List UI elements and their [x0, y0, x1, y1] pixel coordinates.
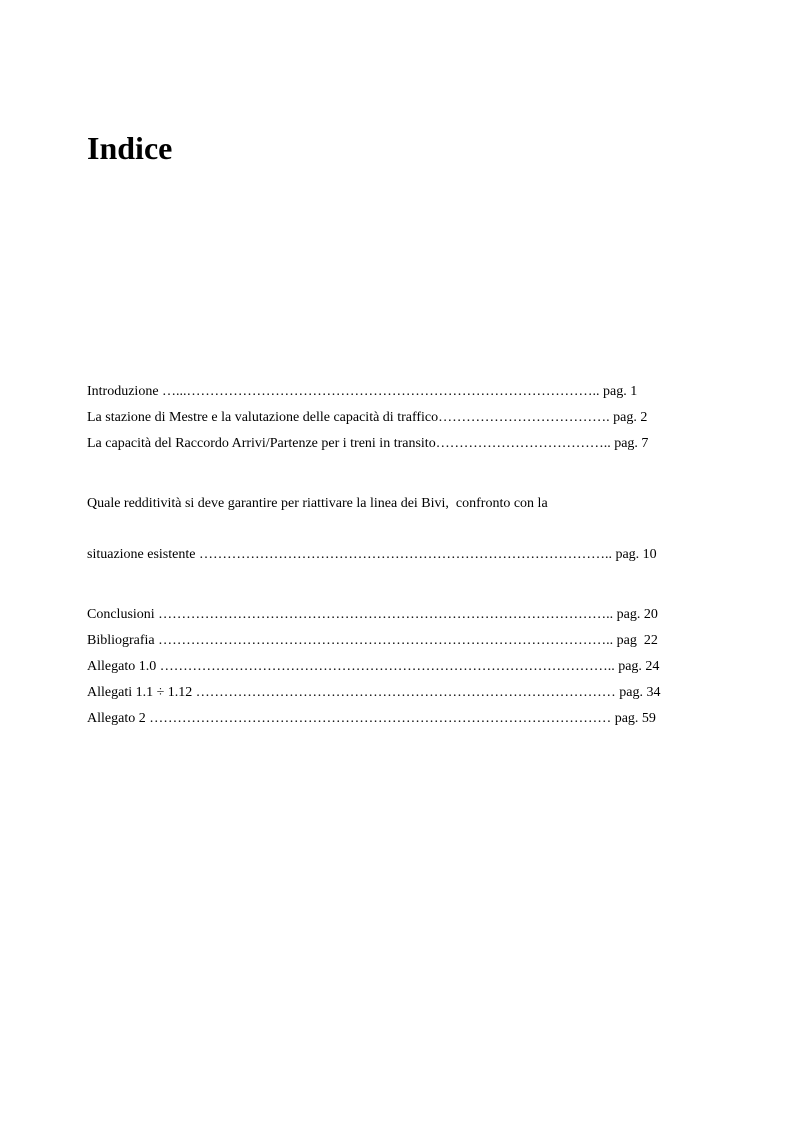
- toc-entry-capacita-raccordo: La capacità del Raccordo Arrivi/Partenze per i treni in transito……………………………….. pag. 7: [87, 436, 649, 451]
- toc-entry-conclusioni: Conclusioni …………………………………………………………………………………….. pag. 20: [87, 607, 658, 622]
- table-of-contents: [87, 383, 747, 736]
- toc-entry-redditivita-line1: Quale redditività si deve garantire per riattivare la linea dei Bivi, confronto con la: [87, 496, 548, 511]
- toc-entry-introduzione: Introduzione …...…………………………………………………………………………….. pag. 1: [87, 384, 638, 399]
- page-title: Indice: [87, 130, 173, 166]
- toc-entry-allegato-2: Allegato 2 ……………………………………………………………………………………… pag. 59: [87, 711, 656, 726]
- toc-entry-redditivita: [87, 461, 747, 597]
- toc-entry-stazione-mestre: La stazione di Mestre e la valutazione delle capacità di traffico………………………………. pag. 2: [87, 410, 648, 425]
- toc-entry-bibliografia: Bibliografia …………………………………………………………………………………….. pag 22: [87, 633, 658, 648]
- toc-entry-allegati-1-1-1-12: Allegati 1.1 ÷ 1.12 ……………………………………………………………………………… pag. 34: [87, 685, 661, 700]
- toc-entry-redditivita-line2: situazione esistente …………………………………………………………………………….. pag. 10: [87, 547, 657, 562]
- toc-entry-allegato-1-0: Allegato 1.0 …………………………………………………………………………………….. pag. 24: [87, 659, 660, 674]
